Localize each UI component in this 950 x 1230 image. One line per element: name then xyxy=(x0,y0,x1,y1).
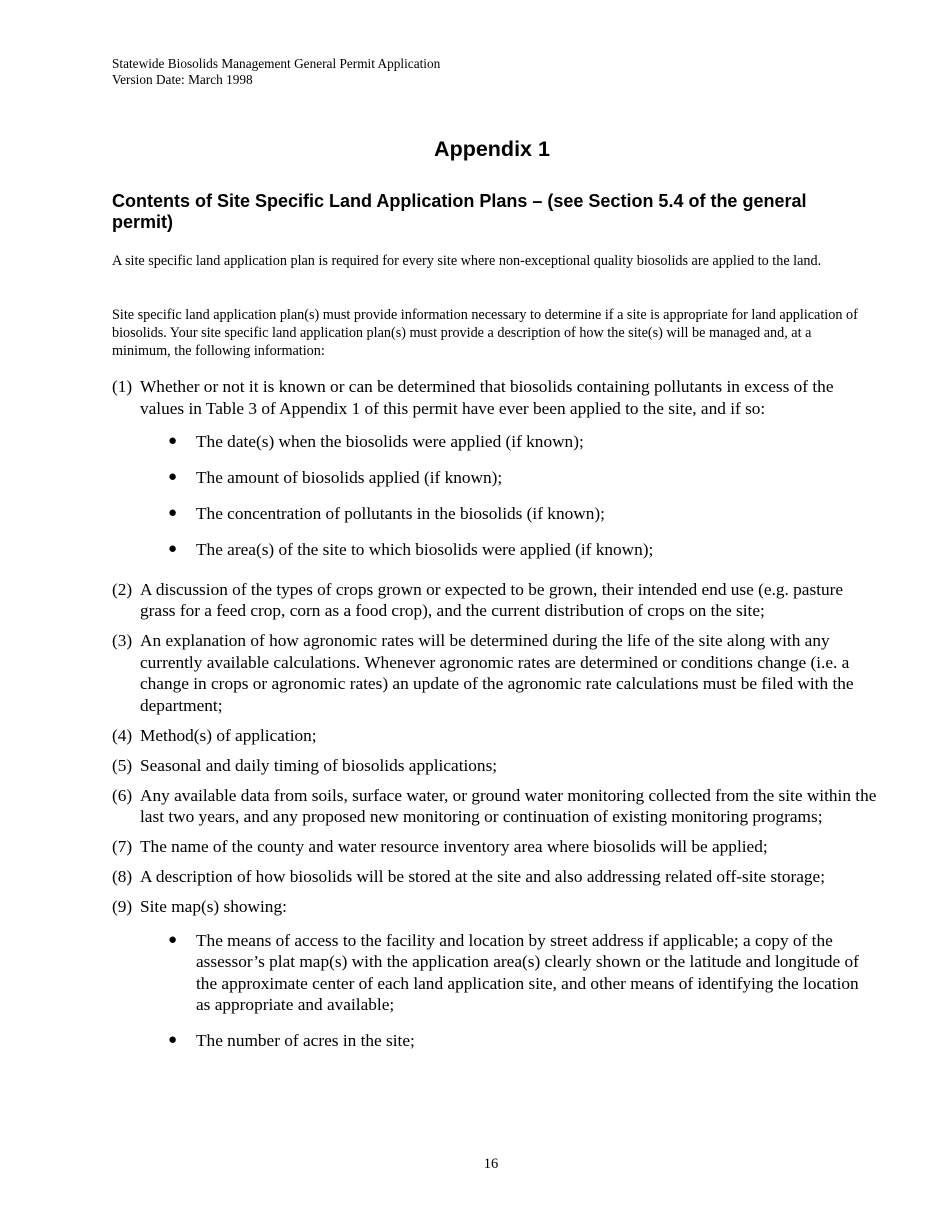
item-text: A discussion of the types of crops grown or expected to be grown, their intended end use (e.g. pasture grass for a feed crop, corn as a food crop), and the current distribution of crops on the site; xyxy=(140,579,844,620)
intro-paragraph-1: A site specific land application plan is required for every site where non-exceptional quality biosolids are applied to the land. xyxy=(112,253,822,269)
list-item xyxy=(112,896,877,918)
header-title: Statewide Biosolids Management General Permit Application xyxy=(112,56,441,71)
item-number: (3) xyxy=(112,631,133,650)
section-title: Contents of Site Specific Land Application Plans – (see Section 5.4 of the general permit) xyxy=(112,191,807,232)
bullet-list xyxy=(112,930,877,1052)
bullet-icon: ● xyxy=(168,931,178,948)
item-number: (2) xyxy=(112,579,133,599)
item-text: Any available data from soils, surface water, or ground water monitoring collected from the site within the last two years, and any proposed new monitoring or continuation of existing monitoring programs; xyxy=(140,785,877,826)
bullet-item: ● The date(s) when the biosolids were applied (if known); xyxy=(168,432,584,451)
running-header xyxy=(112,56,872,88)
list-item xyxy=(112,866,877,888)
item-number: (1) xyxy=(112,377,133,396)
list-item xyxy=(112,579,877,622)
document-page xyxy=(112,56,877,1050)
intro-paragraph-2: Site specific land application plan(s) must provide information necessary to determine if a site is appropriate for land application of biosolids. Your site specific land application plan(s) must provide a description of how the site(s) will be managed and, at a minimum, the following information: xyxy=(112,307,858,359)
item-number: (4) xyxy=(112,725,133,745)
requirements-list xyxy=(112,376,877,1066)
list-item xyxy=(112,630,877,716)
bullet-icon: ● xyxy=(168,1032,178,1048)
item-text: The name of the county and water resource inventory area where biosolids will be applied; xyxy=(140,837,768,856)
item-text: Site map(s) showing: xyxy=(140,897,287,916)
bullet-icon: ● xyxy=(168,433,178,449)
bullet-list xyxy=(112,431,877,561)
header-version-date: Version Date: March 1998 xyxy=(112,72,253,87)
list-item xyxy=(112,755,877,777)
bullet-item: ● The concentration of pollutants in the biosolids (if known); xyxy=(168,504,605,523)
item-text: Seasonal and daily timing of biosolids applications; xyxy=(140,755,498,775)
bullet-icon: ● xyxy=(168,505,178,521)
item-text: Whether or not it is known or can be determined that biosolids containing pollutants in excess of the values in Table 3 of Appendix 1 of this permit have ever been applied to the site, and if so: xyxy=(140,377,834,418)
bullet-item: ● The area(s) of the site to which biosolids were applied (if known); xyxy=(168,540,654,559)
bullet-icon: ● xyxy=(168,469,178,485)
bullet-item: ● The amount of biosolids applied (if known); xyxy=(168,468,503,487)
page-number: 16 xyxy=(483,1156,499,1172)
bullet-item: ● The means of access to the facility and location by street address if applicable; a copy of the assessor’s plat map(s) with the application area(s) clearly shown or the latitude and longitude of the approximate center of each land application site, and other means of identifying the location as appropriate and available; xyxy=(168,930,859,1014)
item-number: (7) xyxy=(112,837,133,856)
list-item xyxy=(112,376,877,419)
item-text: A description of how biosolids will be stored at the site and also addressing related off-site storage; xyxy=(140,867,826,886)
item-text: An explanation of how agronomic rates will be determined during the life of the site along with any currently available calculations. Whenever agronomic rates are determined or conditions change (i.e. a change in crops or agronomic rates) an update of the agronomic rate calculations must be filed with the department; xyxy=(140,631,854,715)
list-item xyxy=(112,836,877,858)
appendix-title: Appendix 1 xyxy=(434,137,550,161)
item-number: (8) xyxy=(112,867,133,886)
bullet-icon: ● xyxy=(168,541,178,557)
item-number: (5) xyxy=(112,755,133,775)
list-item xyxy=(112,725,877,747)
item-number: (6) xyxy=(112,785,133,805)
bullet-item: ● The number of acres in the site; xyxy=(168,1031,415,1050)
item-text: Method(s) of application; xyxy=(140,725,317,745)
list-item xyxy=(112,785,877,828)
item-number: (9) xyxy=(112,897,133,916)
